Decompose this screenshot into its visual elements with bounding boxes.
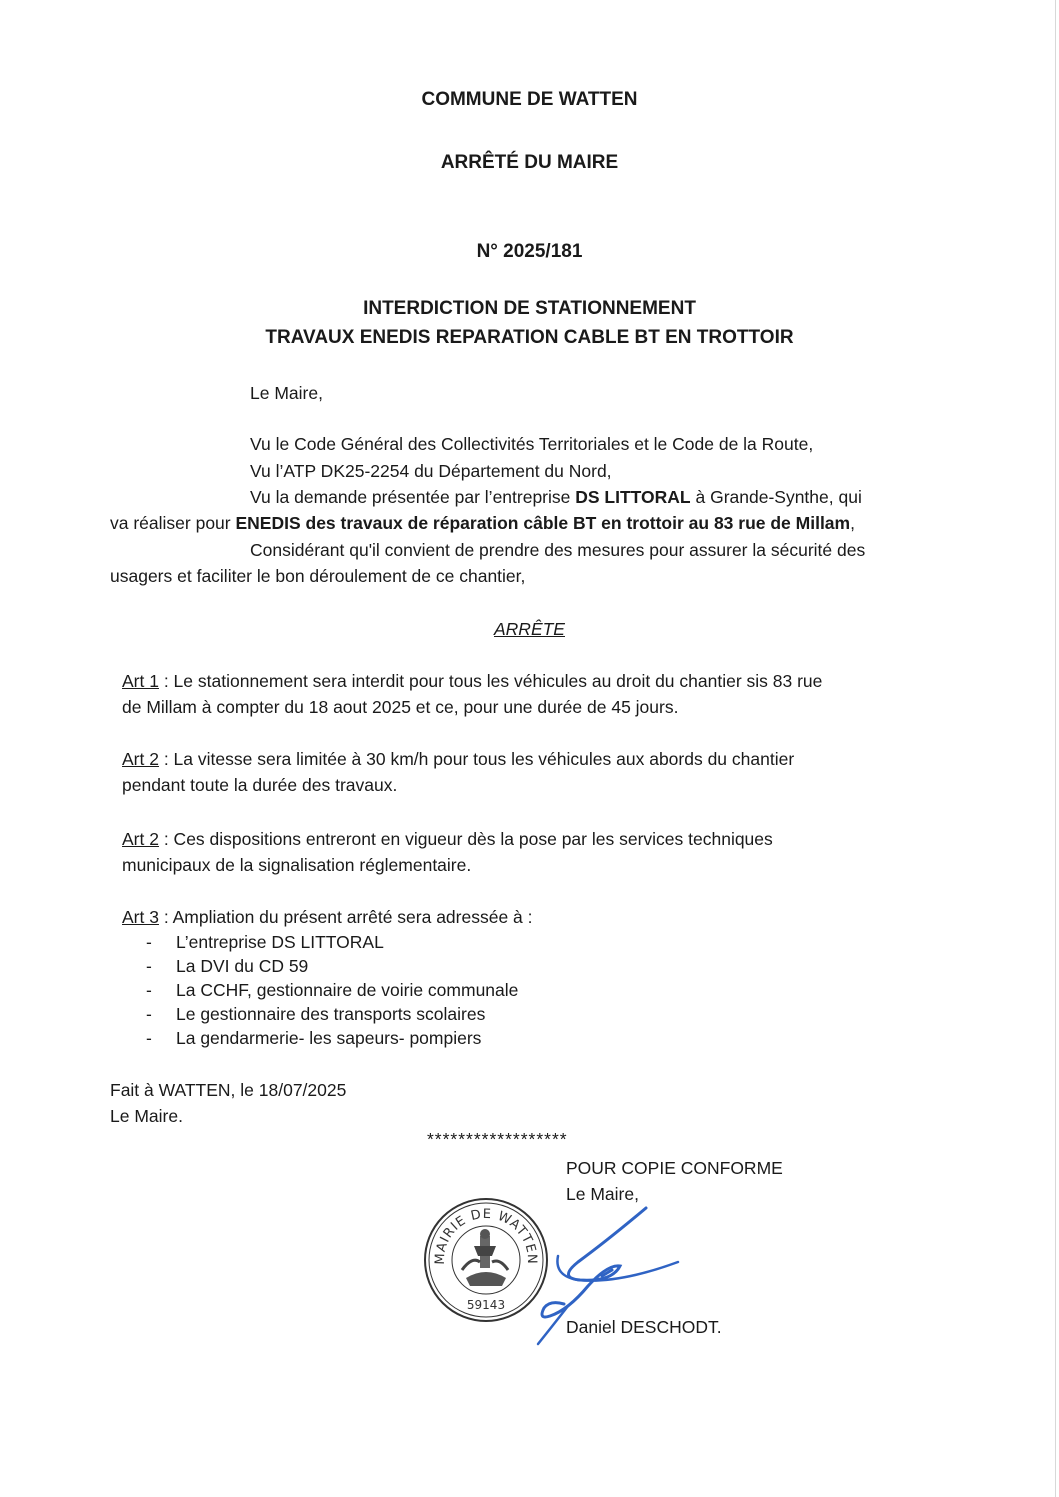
art2b-line-2: municipaux de la signalisation réglementaire. (122, 855, 472, 875)
vu-line-4 (110, 510, 855, 536)
vu3-text-d: va réaliser pour (110, 513, 236, 533)
vu-line-2: Vu l’ATP DK25-2254 du Département du Nord, (250, 461, 612, 481)
art2-line-2: pendant toute la durée des travaux. (122, 775, 398, 795)
closing-le-maire: Le Maire. (110, 1106, 183, 1126)
art2b-label: Art 2 (122, 829, 159, 849)
recipient-label: La DVI du CD 59 (176, 956, 309, 976)
signatory-name: Daniel DESCHODT. (566, 1317, 722, 1337)
subject-line-1: INTERDICTION DE STATIONNEMENT (363, 298, 696, 319)
copie-conforme: POUR COPIE CONFORME (566, 1158, 783, 1178)
considerant-line-2: usagers et faciliter le bon déroulement de ce chantier, (110, 566, 526, 586)
art2b-text-1: : Ces dispositions entreront en vigueur dès la pose par les services techniques (158, 829, 773, 849)
stamp-bottom-text: 59143 (466, 1298, 506, 1312)
recipient-label: Le gestionnaire des transports scolaires (176, 1004, 486, 1024)
art2b-line-1 (122, 826, 773, 852)
decree-number: N° 2025/181 (476, 241, 583, 262)
art2-line-1 (122, 746, 794, 772)
separator-stars: ****************** (427, 1129, 568, 1149)
subject-line-2: TRAVAUX ENEDIS REPARATION CABLE BT EN TROTTOIR (265, 327, 794, 348)
fait-a: Fait à WATTEN, le 18/07/2025 (110, 1080, 347, 1100)
art1-text-1: : Le stationnement sera interdit pour tous les véhicules au droit du chantier sis 83 rue (158, 671, 823, 691)
signature (528, 1200, 698, 1350)
vu-line-3 (250, 484, 862, 510)
vu3-text-c: à Grande-Synthe, qui (690, 487, 862, 507)
recipient-item: - La gendarmerie- les sapeurs- pompiers (146, 1028, 482, 1048)
page-edge (1055, 0, 1056, 1497)
stamp-top-text: MAIRIE DE WATTEN (432, 1206, 540, 1265)
recipient-item: - Le gestionnaire des transports scolaires (146, 1004, 486, 1024)
art3-line (122, 904, 533, 930)
recipient-label: L’entreprise DS LITTORAL (176, 932, 384, 952)
vu-line-1: Vu le Code Général des Collectivités Territoriales et le Code de la Route, (250, 434, 814, 454)
vu3-company: DS LITTORAL (575, 487, 691, 507)
art1-label: Art 1 (122, 671, 159, 691)
commune-title: COMMUNE DE WATTEN (421, 89, 638, 110)
vu3-works: ENEDIS des travaux de réparation câble BT en trottoir au 83 rue de Millam (235, 513, 851, 533)
recipient-item: - L’entreprise DS LITTORAL (146, 932, 384, 952)
stamp-emblem (462, 1229, 508, 1286)
copie-le-maire: Le Maire, (566, 1184, 639, 1204)
recipient-item: - La DVI du CD 59 (146, 956, 309, 976)
intro-le-maire: Le Maire, (250, 383, 323, 403)
recipient-label: La gendarmerie- les sapeurs- pompiers (176, 1028, 482, 1048)
art2-label: Art 2 (122, 749, 159, 769)
vu3-text-f: , (850, 513, 855, 533)
recipient-item: - La CCHF, gestionnaire de voirie communale (146, 980, 519, 1000)
art1-line-1 (122, 668, 822, 694)
art2-text-1: : La vitesse sera limitée à 30 km/h pour tous les véhicules aux abords du chantier (158, 749, 795, 769)
art1-line-2: de Millam à compter du 18 aout 2025 et ce, pour une durée de 45 jours. (122, 697, 679, 717)
arrete-heading: ARRÊTE (494, 619, 565, 639)
art3-text: : Ampliation du présent arrêté sera adressée à : (158, 907, 533, 927)
vu3-text-a: Vu la demande présentée par l’entreprise (250, 487, 576, 507)
decree-title: ARRÊTÉ DU MAIRE (440, 152, 619, 173)
art3-label: Art 3 (122, 907, 159, 927)
considerant-line-1: Considérant qu'il convient de prendre des mesures pour assurer la sécurité des (250, 540, 866, 560)
recipient-label: La CCHF, gestionnaire de voirie communale (176, 980, 519, 1000)
